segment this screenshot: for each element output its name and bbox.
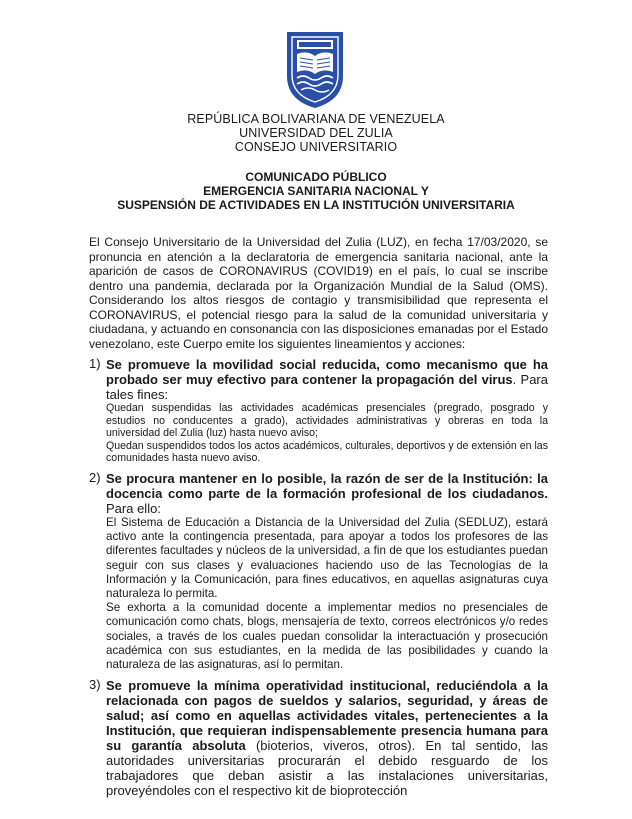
item-detail: Quedan suspendidos todos los actos académicos, culturales, deportivos y de extensión en las comunidades hasta nuevo aviso.: [106, 439, 548, 465]
item-lead: [106, 471, 548, 516]
item-number: 3): [89, 677, 101, 693]
list-item: [89, 471, 548, 672]
item-rest-text: Para ello:: [106, 500, 161, 516]
header-university: UNIVERSIDAD DEL ZULIA: [239, 126, 393, 140]
title-line-2: EMERGENCIA SANITARIA NACIONAL Y: [203, 184, 429, 198]
document-title: [0, 170, 632, 212]
item-number: 2): [89, 469, 101, 485]
list-item: [89, 678, 548, 798]
title-line-3: SUSPENSIÓN DE ACTIVIDADES EN LA INSTITUCIÓN UNIVERSITARIA: [117, 198, 515, 212]
header-country: REPÚBLICA BOLIVARIANA DE VENEZUELA: [187, 112, 445, 126]
item-detail: Se exhorta a la comunidad docente a implementar medios no presenciales de comunicación como chats, blogs, mensajería de texto, correos electrónicos y/o redes sociales, a través de los cuales puedan consolidar la interactuación y prosecución académica con sus estudiantes, en la medida de las posibilidades y cuando la naturaleza de las asignaturas, así lo permitan.: [106, 601, 548, 671]
header-council: CONSEJO UNIVERSITARIO: [234, 140, 398, 154]
item-bold-text: Se promueve la movilidad social reducida, como mecanismo que ha probado ser muy efectivo para contener la propagación del virus: [106, 357, 548, 387]
intro-paragraph: El Consejo Universitario de la Universidad del Zulia (LUZ), en fecha 17/03/2020, se pronuncia en atención a la declaratoria de emergencia sanitaria nacional, ante la aparición de casos de CORONAVIRUS (COVID19) en el país, lo cual se inscribe dentro una pandemia, declarada por la Organización Mundial de la Salud (OMS). Considerando los altos riesgos de contagio y transmisibilidad que representa el CORONAVIRUS, el potencial riesgo para la salud de la comunidad universitaria y ciudadana, y actuando en consonancia con las disposiciones emanadas por el Estado venezolano, este Cuerpo emite los siguientes lineamientos y acciones:: [89, 235, 548, 351]
item-detail: Quedan suspendidas las actividades académicas presenciales (pregrado, posgrado y estudios no conducentes a grado), actividades administrativas y obreras en toda la universidad del Zulia (luz) hasta nuevo aviso;: [106, 402, 548, 440]
document-body: [89, 235, 548, 804]
measures-list: [89, 357, 548, 798]
item-bold-text: Se procura mantener en lo posible, la razón de ser de la Institución: la docencia como parte de la formación profesional de los ciudadanos.: [106, 470, 548, 501]
university-seal-icon: [283, 28, 347, 110]
list-item: [89, 357, 548, 465]
item-rest-text: (bioterios, viveros, otros). En tal sentido, las autoridades universitarias procurarán el debido resguardo de los trabajadores que deban asistir a las instalaciones universitarias, proveyéndoles con el respectivo kit de bioprotección: [106, 738, 548, 799]
item-number: 1): [89, 356, 101, 371]
title-line-1: COMUNICADO PÚBLICO: [245, 170, 387, 184]
item-lead: [106, 357, 548, 402]
item-lead: [106, 678, 548, 798]
document-header: [0, 112, 632, 154]
item-detail: El Sistema de Educación a Distancia de la Universidad del Zulia (SEDLUZ), estará activo ante la contingencia presentada, para apoyar a todos los profesores de las diferentes facultades y núcleos de la universidad, a fin de que los estudiantes puedan seguir con sus clases y evaluaciones haciendo uso de las Tecnologías de la Información y la Comunicación, para fines educativos, en aquellas asignaturas cuya naturaleza lo permita.: [106, 515, 548, 600]
item-bold-text: Se promueve la mínima operatividad institucional, reduciéndola a la relacionada con pagos de sueldos y salarios, seguridad, y áreas de salud; así como en aquellas actividades vitales, pertenecientes a la Institución, que requieran indispensablemente presencia humana para su garantía absoluta: [106, 678, 548, 754]
item-rest-text: . Para tales fines:: [106, 372, 548, 402]
